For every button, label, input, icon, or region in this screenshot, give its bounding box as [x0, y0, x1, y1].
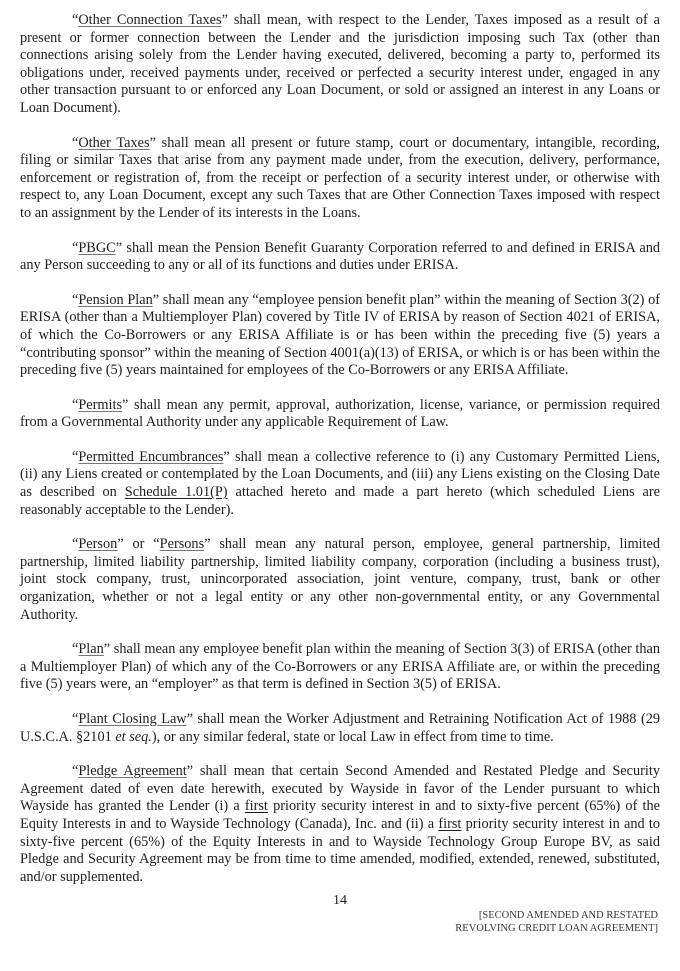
open-quote: “: [72, 536, 79, 553]
definition-plan: [20, 641, 660, 694]
open-quote: “: [72, 711, 79, 727]
definition-person: [20, 536, 660, 624]
open-quote: “: [72, 763, 79, 780]
defined-term: Permits: [78, 396, 123, 413]
open-quote: “: [72, 641, 79, 658]
defined-term: Other Connection Taxes: [78, 12, 222, 28]
definition-text: priority security interest in and to sixty-five percent (65%) of the Equity Interests in and to Wayside Technology Group Europe BV, as said Pledge and Security Agreement may be from time to time amended, modified, extended, renewed, substituted, and/or supplemented.: [20, 815, 660, 885]
open-quote: “: [72, 448, 79, 465]
page-number: 14: [333, 893, 347, 908]
emphasis-first: first: [244, 798, 268, 815]
defined-term: Other Taxes: [78, 134, 150, 151]
definition-text: ” shall mean the Pension Benefit Guaranty Corporation referred to and defined in ERISA and any Person succeeding to any or all of its functions and duties under ERISA.: [20, 239, 660, 274]
footer-line-1: [SECOND AMENDED AND RESTATED: [478, 910, 658, 921]
definition-pension-plan: [20, 292, 660, 380]
definition-permitted-encumbrances: [20, 449, 660, 519]
emphasis-first: first: [438, 815, 462, 832]
definition-other-taxes: [20, 135, 660, 223]
open-quote: “: [72, 239, 79, 256]
definition-text: ” shall mean all present or future stamp, court or documentary, intangible, recording, filing or similar Taxes that arise from any payment made under, from the execution, delivery, performance, enforcement or registration of, from the receipt or perfection of a security interest under, or otherwise with respect to, any Loan Document, except any such Taxes that are Other Connection Taxes imposed with respect to an assignment by the Lender of its interests in the Loans.: [20, 134, 660, 221]
definition-text: ” shall mean any natural person, employee, general partnership, limited partnership, limited liability partnership, limited liability company, corporation (including a business trust), joint stock company, trust, unincorporated association, joint venture, company, trust, bank or other organization, whether or not a legal entity or any other non-governmental entity, or any Governmental Authority.: [20, 536, 660, 623]
italic-text: et seq.: [115, 728, 152, 745]
open-quote: “: [72, 396, 79, 413]
definition-text: ” shall mean any employee benefit plan within the meaning of Section 3(3) of ERISA (other than a Multiemployer Plan) of which any of the Co-Borrowers or any ERISA Affiliate are, or within the preceding five (5) years were, an “employer” as that term is defined in Section 3(5) of ERISA.: [20, 641, 660, 693]
definition-text: ), or any similar federal, state or local Law in effect from time to time.: [151, 728, 554, 745]
definition-text: ” shall mean a collective reference to (i) any Customary Permitted Liens, (ii) any Liens created or contemplated by the Loan Documents, and (iii) any Liens existing on the Closing Date as described on: [20, 448, 660, 501]
definition-text: ” shall mean that certain Second Amended and Restated Pledge and Security Agreement dated of even date herewith, executed by Wayside in favor of the Lender pursuant to which Wayside has granted the Lender (i) a: [20, 763, 660, 815]
definition-text: attached hereto and made a part hereto (which scheduled Liens are reasonably acceptable to the Lender).: [20, 484, 660, 518]
definition-pbgc: [20, 240, 660, 275]
definition-permits: [20, 397, 660, 432]
document-page: [20, 12, 660, 903]
definition-plant-closing-law: [20, 711, 660, 746]
open-quote: “: [72, 291, 79, 308]
defined-term: Person: [78, 536, 118, 553]
defined-term: Persons: [159, 536, 205, 553]
defined-term: Plant Closing Law: [78, 711, 187, 727]
document-footer: [455, 909, 658, 935]
schedule-reference: Schedule 1.01(P): [124, 484, 228, 501]
footer-line-2: REVOLVING CREDIT LOAN AGREEMENT]: [455, 923, 658, 934]
defined-term: Pension Plan: [78, 291, 153, 308]
defined-term: PBGC: [78, 239, 116, 256]
connector-text: ” or “: [117, 536, 160, 553]
open-quote: “: [72, 12, 79, 28]
definition-text: priority security interest in and to sixty-five percent (65%) of the Equity Interests in and to Wayside Technology (Canada), Inc. and (ii) a: [20, 798, 660, 832]
definition-text: ” shall mean the Worker Adjustment and Retraining Notification Act of 1988 (29 U.S.C.A. §2101: [20, 711, 661, 745]
definition-pledge-agreement: [20, 763, 660, 886]
defined-term: Plan: [78, 641, 104, 658]
open-quote: “: [72, 134, 79, 151]
defined-term: Permitted Encumbrances: [78, 448, 224, 465]
definition-text: ” shall mean any permit, approval, authorization, license, variance, or permission required from a Governmental Authority under any applicable Requirement of Law.: [20, 396, 660, 431]
defined-term: Pledge Agreement: [78, 763, 187, 780]
definition-text: ” shall mean, with respect to the Lender, Taxes imposed as a result of a present or former connection between the Lender and the jurisdiction imposing such Tax (other than connections arising solely from the Lender having executed, delivered, becoming a party to, performed its obligations under, received payments under, received or perfected a security interest under, engaged in any other transaction pursuant to or enforced any Loan Document, or sold or assigned an interest in any Loans or Loan Document).: [20, 12, 660, 116]
definition-other-connection-taxes: [20, 12, 660, 118]
definition-text: ” shall mean any “employee pension benefit plan” within the meaning of Section 3(2) of ERISA (other than a Multiemployer Plan) covered by Title IV of ERISA by reason of Section 4021 of ERISA, of which the Co-Borrowers or any ERISA Affiliate is or has been within the preceding five (5) years a “contributing sponsor” within the meaning of Section 4001(a)(13) of ERISA, or which is or has been within the preceding five (5) years maintained for employees of the Co-Borrowers or any ERISA Affiliate.: [20, 291, 660, 379]
